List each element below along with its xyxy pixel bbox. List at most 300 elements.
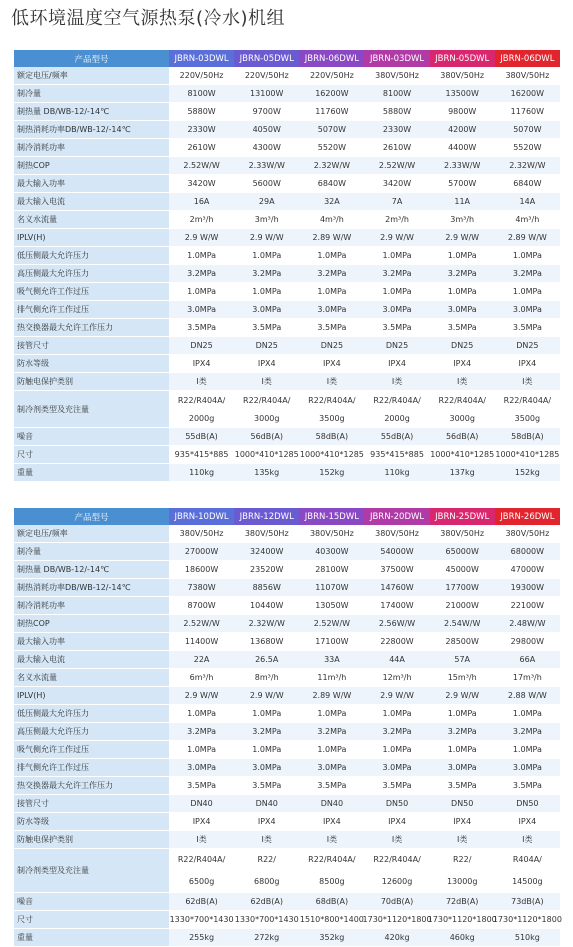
table-cell: 4300W	[252, 143, 281, 152]
row-label: 最大输入电流	[14, 651, 169, 668]
table-cell: 2.32W/W	[234, 615, 299, 632]
table-cell: 3.0MPa	[430, 759, 495, 776]
table-cell: 62dB(A)	[234, 893, 299, 910]
row-label: 制热量 DB/WB-12/-14℃	[14, 103, 169, 120]
table-cell: 1.0MPa	[512, 745, 542, 754]
row-label: 重量	[14, 464, 169, 481]
table-cell: 1730*1120*1800	[427, 915, 497, 924]
table-cell: 3.2MPa	[299, 723, 364, 740]
row-label: 名义水流量	[14, 211, 169, 228]
table-cell: 55dB(A)	[364, 428, 429, 445]
table-cell: 15m³/h	[447, 673, 477, 682]
table-cell: IPX4	[257, 817, 276, 826]
table-cell: IPX4	[518, 359, 537, 368]
table-row	[14, 247, 560, 265]
table-row	[14, 157, 560, 175]
table-cell: 5520W	[317, 143, 347, 152]
table-cell: 380V/50Hz	[505, 71, 550, 80]
table-cell: 1.0MPa	[447, 251, 477, 260]
table-row	[14, 741, 560, 759]
row-label: 制冷剂类型及充注量	[14, 849, 169, 892]
table-cell: DN25	[169, 337, 234, 354]
table-row	[14, 849, 560, 893]
table-cell: IPX4	[388, 817, 406, 826]
table-cell: 1.0MPa	[382, 251, 412, 260]
table-cell: 56dB(A)	[430, 428, 495, 445]
table-cell: 14760W	[364, 579, 429, 596]
table-cell: 380V/50Hz	[309, 529, 354, 538]
table-cell: 11400W	[184, 637, 219, 646]
row-label: 热交换器最大允许工作压力	[14, 777, 169, 794]
cell-line: 3500g	[319, 413, 345, 423]
table-cell: 1.0MPa	[512, 709, 542, 718]
table-cell: 8700W	[187, 601, 216, 610]
table-cell: 2.89 W/W	[495, 229, 560, 246]
table-cell: 5880W	[187, 107, 216, 116]
row-label: 制热量 DB/WB-12/-14℃	[14, 561, 169, 578]
cell-line: R404A/	[512, 855, 542, 865]
table-cell: 3.2MPa	[169, 265, 234, 282]
cell-line: R22/R404A/	[503, 395, 552, 405]
table-cell: 2330W	[364, 121, 429, 138]
table-cell: 65000W	[430, 543, 495, 560]
table-row	[14, 723, 560, 741]
table-cell: 152kg	[299, 464, 364, 481]
model-header: JBRN-05DWL	[234, 50, 299, 67]
row-label: IPLV(H)	[14, 229, 169, 246]
table-cell: 37500W	[380, 565, 414, 574]
table-row	[14, 561, 560, 579]
table-cell: 73dB(A)	[495, 893, 560, 910]
table-cell: 2.52W/W	[169, 615, 234, 632]
table-cell: I类	[430, 831, 495, 848]
table-cell: 110kg	[169, 464, 234, 481]
row-label: IPLV(H)	[14, 687, 169, 704]
table-row	[14, 633, 560, 651]
table-cell: 1.0MPa	[512, 251, 542, 260]
table-cell: I类	[234, 831, 299, 848]
table-cell	[495, 391, 560, 427]
table-cell: 1330*700*1430	[169, 915, 234, 924]
row-label: 制冷量	[14, 543, 169, 560]
table-cell: 3.2MPa	[364, 265, 429, 282]
table-cell: 935*415*885	[370, 450, 424, 459]
table-cell: 3.0MPa	[169, 759, 234, 776]
table-cell: 22800W	[380, 637, 414, 646]
cell-line: R22/R404A/	[243, 395, 291, 405]
table-cell: 380V/50Hz	[505, 529, 550, 538]
table-cell: 70dB(A)	[364, 893, 429, 910]
table-cell: 4m³/h	[515, 215, 540, 224]
table-row	[14, 597, 560, 615]
table-row	[14, 615, 560, 633]
table-cell: 32400W	[234, 543, 299, 560]
table-cell: 2.33W/W	[430, 157, 495, 174]
table-row	[14, 139, 560, 157]
table-cell	[495, 849, 560, 892]
table-cell: IPX4	[388, 359, 406, 368]
row-label: 接管尺寸	[14, 795, 169, 812]
table-row	[14, 301, 560, 319]
table-cell: 137kg	[430, 464, 495, 481]
cell-line: R22/R404A/	[308, 395, 356, 405]
table-cell: 2.9 W/W	[364, 229, 429, 246]
spec-table-1	[14, 50, 560, 482]
table-cell: IPX4	[323, 817, 341, 826]
table-cell: 2.89 W/W	[299, 229, 364, 246]
table-cell: 1.0MPa	[512, 287, 542, 296]
table-cell: 17400W	[380, 601, 414, 610]
header-label: 产品型号	[14, 50, 169, 67]
table-cell: 57A	[430, 651, 495, 668]
table-cell: 255kg	[169, 929, 234, 946]
table-cell: 2330W	[169, 121, 234, 138]
table-cell: IPX4	[453, 817, 472, 826]
table-cell: 1.0MPa	[317, 251, 347, 260]
table-cell: 1330*700*1430	[234, 915, 299, 924]
table-row	[14, 337, 560, 355]
table-cell: I类	[234, 373, 299, 390]
table-cell: 16200W	[299, 85, 364, 102]
table-row	[14, 911, 560, 929]
table-cell: 1.0MPa	[317, 287, 347, 296]
row-label: 低压侧最大允许压力	[14, 705, 169, 722]
table-cell	[234, 391, 299, 427]
table-row	[14, 687, 560, 705]
table-cell: 3420W	[187, 179, 216, 188]
table-row	[14, 85, 560, 103]
row-label: 最大输入功率	[14, 175, 169, 192]
table-cell: 3.0MPa	[364, 301, 429, 318]
table-cell: I类	[364, 831, 429, 848]
table-cell: 1.0MPa	[187, 709, 217, 718]
row-label: 防触电保护类别	[14, 831, 169, 848]
row-label: 吸气侧允许工作过压	[14, 741, 169, 758]
table-cell: 13050W	[315, 601, 349, 610]
table-cell: 2.9 W/W	[234, 687, 299, 704]
row-label: 额定电压/频率	[14, 67, 169, 84]
table-cell: 2.88 W/W	[495, 687, 560, 704]
table-cell: 68dB(A)	[299, 893, 364, 910]
table-cell: 5070W	[299, 121, 364, 138]
table-cell: 380V/50Hz	[244, 529, 289, 538]
header-label: 产品型号	[14, 508, 169, 525]
table-cell: 4200W	[430, 121, 495, 138]
table-cell	[430, 391, 495, 427]
table-header-row	[14, 50, 560, 67]
table-cell: 220V/50Hz	[244, 71, 289, 80]
table-cell: 2.9 W/W	[234, 229, 299, 246]
table-cell: 12m³/h	[382, 673, 412, 682]
table-cell: 5600W	[252, 179, 281, 188]
table-cell: 29A	[234, 193, 299, 210]
table-cell: 3.2MPa	[364, 723, 429, 740]
row-label: 尺寸	[14, 911, 169, 928]
table-cell: 460kg	[430, 929, 495, 946]
table-row	[14, 175, 560, 193]
table-cell: 1.0MPa	[252, 745, 282, 754]
cell-line: R22/R404A/	[177, 395, 226, 405]
table-cell: 1000*410*1285	[430, 450, 495, 459]
table-cell: 11A	[430, 193, 495, 210]
table-cell: 7380W	[169, 579, 234, 596]
table-cell	[430, 849, 495, 892]
table-cell: 56dB(A)	[234, 428, 299, 445]
table-row	[14, 759, 560, 777]
table-cell: 2.89 W/W	[299, 687, 364, 704]
table-cell	[299, 849, 364, 892]
table-cell: 380V/50Hz	[375, 529, 419, 538]
row-label: 吸气侧允许工作过压	[14, 283, 169, 300]
table-cell: 13500W	[430, 85, 495, 102]
table-cell: 11m³/h	[317, 673, 347, 682]
table-cell: 2m³/h	[189, 215, 214, 224]
table-cell	[169, 391, 234, 427]
table-cell: DN40	[169, 795, 234, 812]
table-cell: 2.52W/W	[364, 157, 429, 174]
table-cell: 2.9 W/W	[169, 229, 234, 246]
table-cell: 2.9 W/W	[430, 229, 495, 246]
cell-line: R22/	[257, 855, 276, 865]
table-cell: 16200W	[495, 85, 560, 102]
table-cell: 3.5MPa	[317, 323, 347, 332]
spec-table-2	[14, 508, 560, 947]
row-label: 低压侧最大允许压力	[14, 247, 169, 264]
table-cell: 935*415*885	[174, 450, 229, 459]
row-label: 接管尺寸	[14, 337, 169, 354]
table-cell: 1.0MPa	[382, 745, 412, 754]
table-row	[14, 265, 560, 283]
table-cell: 22A	[169, 651, 234, 668]
cell-line: R22/R404A/	[373, 855, 421, 865]
table-cell: 6840W	[513, 179, 542, 188]
cell-line: R22/R404A/	[373, 395, 421, 405]
table-cell: DN25	[495, 337, 560, 354]
table-row	[14, 229, 560, 247]
table-cell: DN50	[495, 795, 560, 812]
table-cell: 6840W	[317, 179, 347, 188]
table-row	[14, 464, 560, 482]
table-cell: 380V/50Hz	[179, 529, 224, 538]
table-cell: 8m³/h	[254, 673, 279, 682]
table-cell: IPX4	[518, 817, 537, 826]
table-cell: 510kg	[495, 929, 560, 946]
table-row	[14, 121, 560, 139]
table-cell: 54000W	[364, 543, 429, 560]
table-cell: 27000W	[169, 543, 234, 560]
table-cell: I类	[364, 373, 429, 390]
table-row	[14, 579, 560, 597]
table-cell: 3.0MPa	[169, 301, 234, 318]
page-title: 低环境温度空气源热泵(冷水)机组	[11, 8, 286, 29]
model-header: JBRN-20DWL	[364, 508, 429, 525]
cell-line: 3000g	[449, 413, 475, 423]
table-cell: 1730*1120*1800	[362, 915, 432, 924]
table-cell: IPX4	[453, 359, 472, 368]
table-cell: 3.5MPa	[512, 781, 542, 790]
table-cell: 3.5MPa	[447, 781, 477, 790]
table-cell: 4m³/h	[319, 215, 344, 224]
table-cell: 1730*1120*1800	[492, 915, 562, 924]
table-row	[14, 929, 560, 947]
model-header: JBRN-05DWL	[430, 50, 495, 67]
table-cell: 3.5MPa	[252, 323, 282, 332]
table-cell: 58dB(A)	[495, 428, 560, 445]
table-cell: 110kg	[364, 464, 429, 481]
table-cell: 2.52W/W	[299, 615, 364, 632]
table-row	[14, 193, 560, 211]
cell-line: 12600g	[381, 876, 413, 886]
row-label: 制热COP	[14, 615, 169, 632]
table-cell: 11760W	[510, 107, 545, 116]
table-cell: 29800W	[510, 637, 545, 646]
table-row	[14, 283, 560, 301]
table-cell: 1.0MPa	[382, 709, 412, 718]
table-cell: 3.0MPa	[299, 759, 364, 776]
row-label: 尺寸	[14, 446, 169, 463]
row-label: 制冷量	[14, 85, 169, 102]
table-cell: 135kg	[234, 464, 299, 481]
table-cell: DN40	[299, 795, 364, 812]
cell-line: 13000g	[446, 876, 478, 886]
table-row	[14, 355, 560, 373]
table-cell: 3.0MPa	[299, 301, 364, 318]
table-cell: 2.56W/W	[364, 615, 429, 632]
table-cell: 26.5A	[234, 651, 299, 668]
table-cell: 1510*800*1400	[299, 915, 364, 924]
table-cell: DN25	[364, 337, 429, 354]
table-cell: 3.2MPa	[495, 265, 560, 282]
table-row	[14, 446, 560, 464]
table-cell: 1000*410*1285	[234, 450, 299, 459]
row-label: 最大输入电流	[14, 193, 169, 210]
table-cell: 13100W	[234, 85, 299, 102]
table-cell: 5520W	[513, 143, 542, 152]
table-cell: 4400W	[448, 143, 477, 152]
row-label: 热交换器最大允许工作压力	[14, 319, 169, 336]
table-cell: 2m³/h	[385, 215, 409, 224]
table-cell: 1.0MPa	[252, 287, 282, 296]
table-cell: 380V/50Hz	[440, 71, 485, 80]
row-label: 高压侧最大允许压力	[14, 265, 169, 282]
table-cell: DN25	[234, 337, 299, 354]
table-cell: I类	[169, 831, 234, 848]
row-label: 额定电压/频率	[14, 525, 169, 542]
table-cell: 17m³/h	[512, 673, 542, 682]
table-cell: 28500W	[445, 637, 479, 646]
model-header: JBRN-15DWL	[299, 508, 364, 525]
row-label: 排气侧允许工作过压	[14, 759, 169, 776]
model-header: JBRN-26DWL	[495, 508, 560, 525]
table-cell: 2.9 W/W	[364, 687, 429, 704]
table-row	[14, 651, 560, 669]
table-cell: 5880W	[382, 107, 412, 116]
row-label: 排气侧允许工作过压	[14, 301, 169, 318]
cell-line: R22/R404A/	[438, 395, 486, 405]
table-row	[14, 373, 560, 391]
table-cell: 1000*410*1285	[299, 450, 364, 459]
table-cell: 8100W	[169, 85, 234, 102]
table-cell: I类	[299, 373, 364, 390]
row-label: 制热消耗功率DB/WB-12/-14℃	[14, 121, 169, 138]
model-header: JBRN-25DWL	[430, 508, 495, 525]
table-row	[14, 777, 560, 795]
row-label: 制冷消耗功率	[14, 597, 169, 614]
table-row	[14, 795, 560, 813]
row-label: 制热COP	[14, 157, 169, 174]
table-row	[14, 543, 560, 561]
cell-line: 6800g	[254, 876, 280, 886]
table-cell: 32A	[299, 193, 364, 210]
table-cell: 2.32W/W	[299, 157, 364, 174]
table-cell: 23520W	[250, 565, 284, 574]
table-cell: 3.2MPa	[234, 723, 299, 740]
model-header: JBRN-03DWL	[169, 50, 234, 67]
table-cell: 6m³/h	[189, 673, 214, 682]
table-cell: 3.2MPa	[430, 723, 495, 740]
table-row	[14, 428, 560, 446]
row-label: 噪音	[14, 893, 169, 910]
table-cell: 40300W	[299, 543, 364, 560]
table-cell: 1000*410*1285	[495, 450, 560, 459]
table-cell	[299, 391, 364, 427]
table-cell	[169, 849, 234, 892]
table-cell: 3.2MPa	[169, 723, 234, 740]
table-row	[14, 67, 560, 85]
table-cell: 3.2MPa	[234, 265, 299, 282]
cell-line: R22/R404A/	[308, 855, 356, 865]
row-label: 高压侧最大允许压力	[14, 723, 169, 740]
table-cell: 3.5MPa	[382, 781, 412, 790]
table-cell: DN25	[299, 337, 364, 354]
table-cell: 3.5MPa	[512, 323, 542, 332]
table-cell: 10440W	[250, 601, 284, 610]
table-cell: 1.0MPa	[317, 709, 347, 718]
table-cell: I类	[495, 373, 560, 390]
table-cell: 62dB(A)	[169, 893, 234, 910]
table-cell: 7A	[364, 193, 429, 210]
table-cell: 3.5MPa	[187, 323, 217, 332]
table-cell: 72dB(A)	[430, 893, 495, 910]
table-cell: 16A	[169, 193, 234, 210]
table-cell: 28100W	[315, 565, 349, 574]
table-cell: 1.0MPa	[187, 745, 217, 754]
cell-line: 14500g	[512, 876, 543, 886]
row-label: 噪音	[14, 428, 169, 445]
table-cell: 2610W	[187, 143, 216, 152]
table-cell: 3.0MPa	[364, 759, 429, 776]
table-cell: 2.54W/W	[430, 615, 495, 632]
table-cell: 44A	[364, 651, 429, 668]
table-cell: 380V/50Hz	[440, 529, 485, 538]
cell-line: 3000g	[254, 413, 280, 423]
table-cell: IPX4	[192, 359, 211, 368]
row-label: 最大输入功率	[14, 633, 169, 650]
table-cell: 220V/50Hz	[309, 71, 354, 80]
table-cell: DN50	[430, 795, 495, 812]
table-cell: 8856W	[234, 579, 299, 596]
table-cell: 3.2MPa	[495, 723, 560, 740]
table-cell: 380V/50Hz	[375, 71, 419, 80]
table-cell: 3.0MPa	[495, 301, 560, 318]
table-cell: 18600W	[184, 565, 219, 574]
table-cell: 2.48W/W	[495, 615, 560, 632]
table-row	[14, 813, 560, 831]
row-label: 制热消耗功率DB/WB-12/-14℃	[14, 579, 169, 596]
table-cell: IPX4	[192, 817, 211, 826]
table-cell: 45000W	[445, 565, 479, 574]
table-cell: 66A	[495, 651, 560, 668]
